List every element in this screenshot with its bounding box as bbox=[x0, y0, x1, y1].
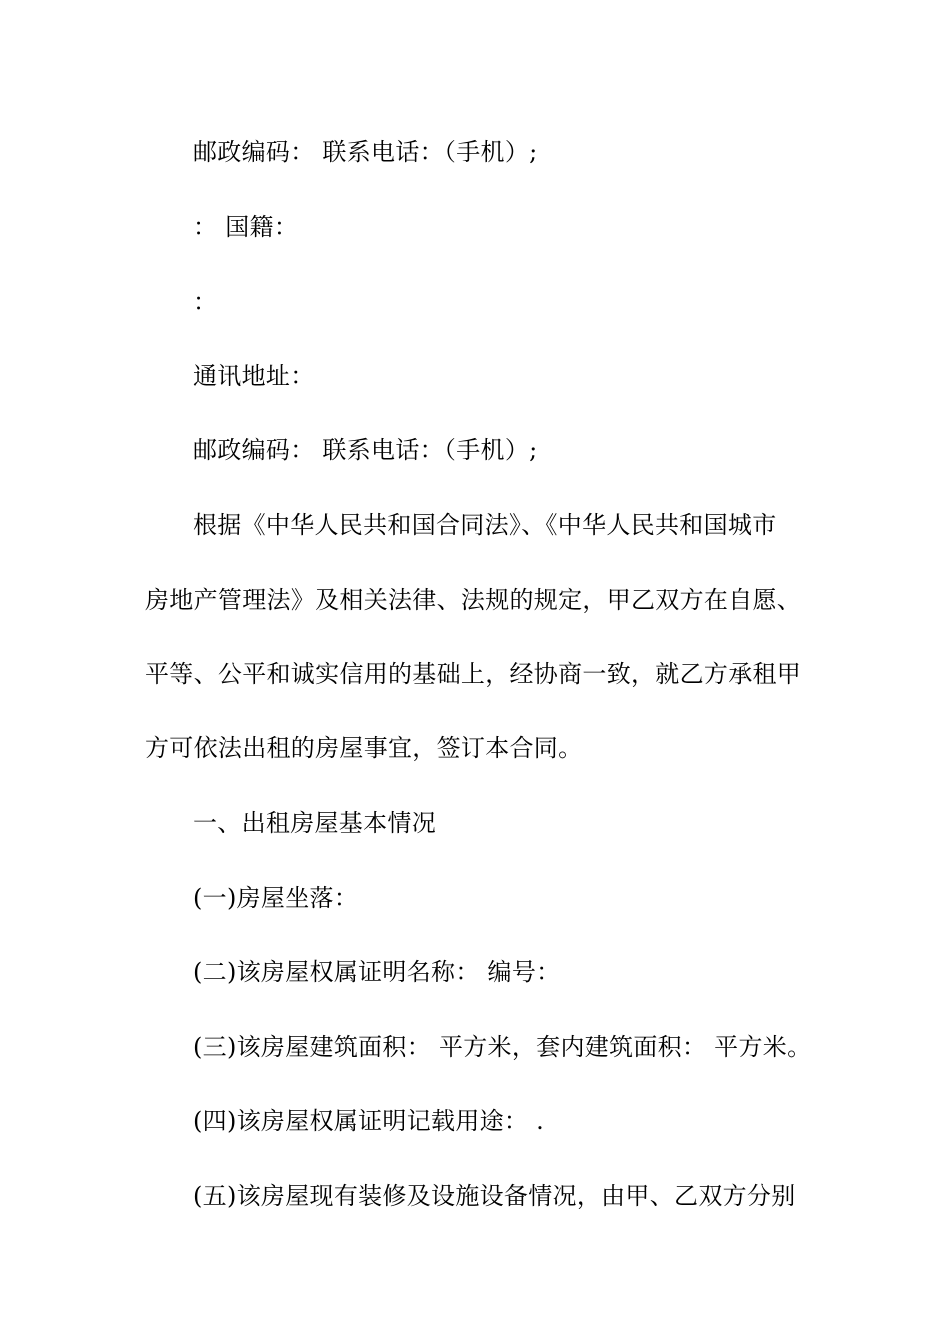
blank-colon-line: ： bbox=[193, 288, 218, 316]
nationality-line: ： 国籍： bbox=[193, 213, 299, 241]
item-2-certificate: (二)该房屋权属证明名称： 编号： bbox=[193, 958, 561, 986]
paragraph-line-2: 房地产管理法》及相关法律、法规的规定，甲乙双方在自愿、 bbox=[145, 586, 802, 614]
address-line: 通讯地址： bbox=[193, 362, 315, 390]
paragraph-line-3: 平等、公平和诚实信用的基础上，经协商一致，就乙方承租甲 bbox=[145, 660, 802, 688]
item-3-area: (三)该房屋建筑面积： 平方米，套内建筑面积： 平方米。 bbox=[193, 1033, 812, 1061]
paragraph-line-1: 根据《中华人民共和国合同法》、《中华人民共和国城市 bbox=[193, 511, 777, 539]
section-heading-1: 一、出租房屋基本情况 bbox=[193, 809, 436, 837]
item-4-usage: (四)该房屋权属证明记载用途： . bbox=[193, 1107, 545, 1135]
postal-phone-line-1: 邮政编码： 联系电话：（手机）; bbox=[193, 138, 538, 166]
postal-phone-line-2: 邮政编码： 联系电话：（手机）; bbox=[193, 436, 538, 464]
paragraph-line-4: 方可依法出租的房屋事宜，签订本合同。 bbox=[145, 734, 583, 762]
item-1-location: (一)房屋坐落： bbox=[193, 884, 359, 912]
item-5-facilities: (五)该房屋现有装修及设施设备情况，由甲、乙双方分别 bbox=[193, 1182, 796, 1210]
